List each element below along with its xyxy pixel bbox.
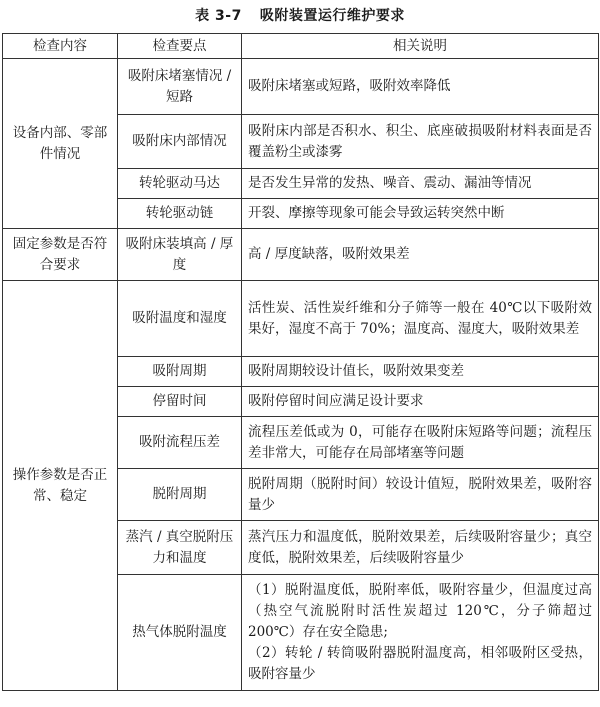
description-cell: 蒸汽压力和温度低，脱附效果差，后续吸附容量少；真空度低，脱附效果差，后续吸附容量少 [242, 521, 599, 575]
description-cell: 吸附床内部是否积水、积尘、底座破损吸附材料表面是否覆盖粉尘或漆雾 [242, 115, 599, 169]
description-cell: 流程压差低或为 0，可能存在吸附床短路等问题；流程压差非常大，可能存在局部堵塞等问题 [242, 417, 599, 469]
description-cell [242, 575, 599, 691]
table-row [3, 59, 599, 115]
description-line: （1）脱附温度低，脱附率低，吸附容量少，但温度过高（热空气流脱附时活性炭超过 120℃，分子筛超过 200℃）存在安全隐患; [248, 582, 592, 640]
description-cell: 高 / 厚度缺落，吸附效果差 [242, 229, 599, 281]
check-point-cell: 吸附床内部情况 [118, 115, 242, 169]
check-point-cell: 吸附周期 [118, 357, 242, 387]
check-point-cell: 吸附流程压差 [118, 417, 242, 469]
table-row [3, 229, 599, 281]
header-check-content: 检查内容 [3, 34, 118, 59]
check-point-cell: 热气体脱附温度 [118, 575, 242, 691]
description-cell: 活性炭、活性炭纤维和分子筛等一般在 40℃以下吸附效果好，湿度不高于 70%；温度高、湿度大，吸附效果差 [242, 281, 599, 357]
description-cell: 开裂、摩擦等现象可能会导致运转突然中断 [242, 199, 599, 229]
check-point-cell: 吸附床堵塞情况 / 短路 [118, 59, 242, 115]
category-cell: 操作参数是否正常、稳定 [3, 281, 118, 691]
header-check-points: 检查要点 [118, 34, 242, 59]
description-cell: 脱附周期（脱附时间）较设计值短，脱附效果差，吸附容量少 [242, 469, 599, 521]
check-point-cell: 吸附床装填高 / 厚度 [118, 229, 242, 281]
category-cell: 设备内部、零部件情况 [3, 59, 118, 229]
header-row [3, 34, 599, 59]
description-cell: 是否发生异常的发热、噪音、震动、漏油等情况 [242, 169, 599, 199]
maintenance-requirements-table [2, 33, 599, 691]
check-point-cell: 停留时间 [118, 387, 242, 417]
table-title: 吸附装置运行维护要求 [259, 8, 405, 24]
check-point-cell: 脱附周期 [118, 469, 242, 521]
header-related-notes: 相关说明 [242, 34, 599, 59]
description-line: （2）转轮 / 转筒吸附器脱附温度高，相邻吸附区受热，吸附容量少 [248, 645, 592, 682]
check-point-cell: 蒸汽 / 真空脱附压力和温度 [118, 521, 242, 575]
description-cell: 吸附停留时间应满足设计要求 [242, 387, 599, 417]
check-point-cell: 吸附温度和湿度 [118, 281, 242, 357]
table-row [3, 281, 599, 357]
check-point-cell: 转轮驱动链 [118, 199, 242, 229]
table-caption [0, 6, 600, 26]
check-point-cell: 转轮驱动马达 [118, 169, 242, 199]
category-cell: 固定参数是否符合要求 [3, 229, 118, 281]
description-cell: 吸附床堵塞或短路，吸附效率降低 [242, 59, 599, 115]
description-cell: 吸附周期较设计值长，吸附效果变差 [242, 357, 599, 387]
table-number: 表 3-7 [195, 8, 242, 24]
